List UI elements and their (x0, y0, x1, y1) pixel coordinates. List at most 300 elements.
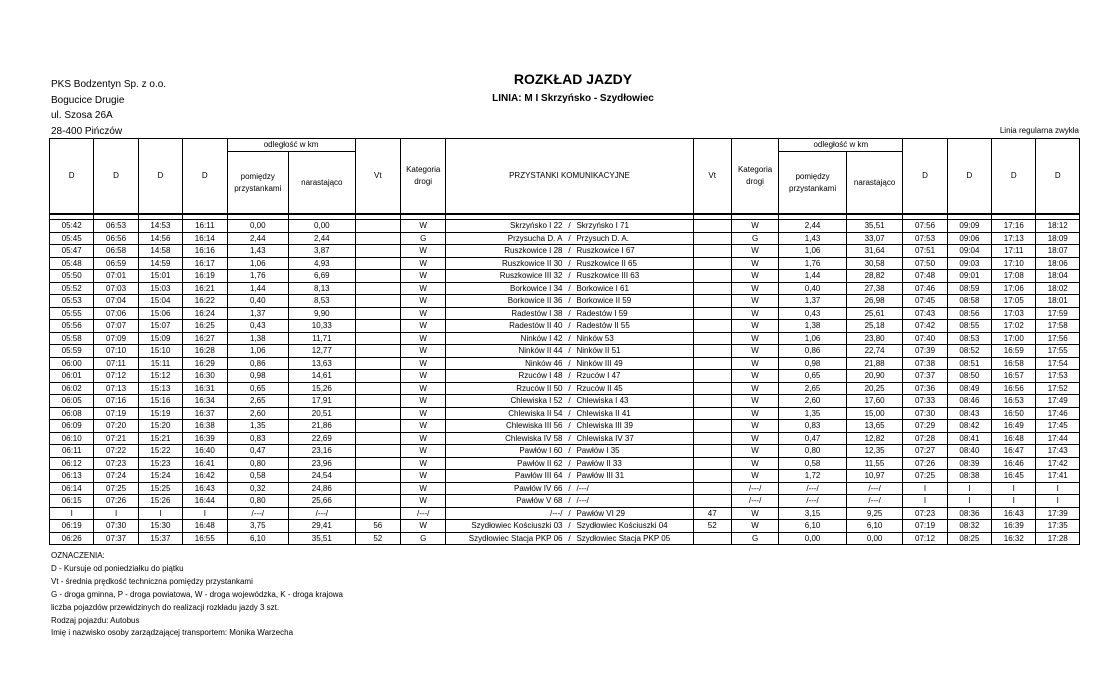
road-category: W (401, 432, 446, 445)
stop-return: Chlewiska I 43 (576, 396, 629, 405)
header-between: pomiędzy przystankami (227, 152, 289, 215)
stop-return: Ninków 53 (576, 333, 614, 343)
vt-value: 56 (355, 520, 400, 533)
stop-pair (446, 345, 693, 358)
dep-time-4: 16:55 (183, 532, 227, 545)
return-time-3: 17:16 (992, 220, 1036, 233)
road-category: /---/ (731, 495, 778, 508)
distance-cumulative: 23,96 (289, 457, 356, 470)
dep-time-3: 15:09 (138, 332, 182, 345)
vt-value (355, 432, 400, 445)
dep-time-3: 14:58 (138, 245, 182, 258)
header-between: pomiędzy przystankami (779, 152, 847, 215)
stop-outbound: /---/ (550, 508, 563, 518)
stop-pair (446, 332, 693, 345)
header-cumulative: narastająco (846, 152, 902, 215)
table-row (50, 432, 1080, 445)
dep-time-4: 16:24 (183, 307, 227, 320)
stop-separator: / (568, 321, 571, 330)
distance-cumulative: 28,82 (846, 270, 902, 283)
dep-time-1: 06:11 (50, 445, 94, 458)
distance-between: 0,86 (779, 345, 847, 358)
stop-separator: / (568, 521, 571, 530)
dep-time-4: 16:41 (183, 457, 227, 470)
dep-time-3: 15:23 (138, 457, 182, 470)
vt-value (693, 257, 731, 270)
distance-cumulative: 20,90 (846, 370, 902, 383)
stop-separator: / (568, 233, 571, 243)
dep-time-3: 15:13 (138, 382, 182, 395)
vt-value (693, 232, 731, 245)
distance-between: 2,44 (779, 220, 847, 233)
stop-return: Ninków III 49 (576, 358, 623, 368)
stop-return: Ruszkowice I 67 (576, 246, 635, 255)
road-category: W (401, 457, 446, 470)
distance-cumulative: 25,18 (846, 320, 902, 333)
distance-cumulative: 9,90 (289, 307, 356, 320)
distance-cumulative: 35,51 (846, 220, 902, 233)
dep-time-1: 05:48 (50, 257, 94, 270)
stop-pair (446, 470, 693, 483)
dep-time-1: I (50, 507, 94, 520)
vt-value (693, 295, 731, 308)
dep-time-3: 15:24 (138, 470, 182, 483)
stop-return: Ruszkowice II 65 (576, 258, 637, 268)
vt-value (693, 220, 731, 233)
return-time-2: I (947, 482, 991, 495)
return-time-3: 16:43 (992, 507, 1036, 520)
stop-separator: / (568, 258, 571, 268)
vt-value (355, 420, 400, 433)
dep-time-3: 15:25 (138, 482, 182, 495)
vt-value (355, 482, 400, 495)
dep-time-4: 16:43 (183, 482, 227, 495)
return-time-3: 16:32 (992, 532, 1036, 545)
stop-return: Pawłów III 31 (576, 471, 625, 480)
return-time-4: 17:53 (1036, 370, 1080, 383)
stop-separator: / (568, 296, 571, 305)
dep-time-1: 06:08 (50, 407, 94, 420)
distance-between: 0,80 (779, 445, 847, 458)
vt-value (355, 457, 400, 470)
header-d: D (947, 139, 991, 215)
return-time-4: 18:07 (1036, 245, 1080, 258)
return-time-2: 08:25 (947, 532, 991, 545)
vt-value (355, 307, 400, 320)
road-category: W (401, 307, 446, 320)
road-category: W (731, 432, 778, 445)
dep-time-4: 16:14 (183, 232, 227, 245)
road-category: W (401, 357, 446, 370)
stop-pair (446, 320, 693, 333)
road-category: W (401, 295, 446, 308)
distance-between: 1,43 (227, 245, 289, 258)
dep-time-3: 15:37 (138, 532, 182, 545)
road-category: W (401, 382, 446, 395)
stop-outbound: Szydłowiec Kościuszki 03 (471, 521, 563, 530)
distance-cumulative: 8,13 (289, 282, 356, 295)
return-time-4: 17:44 (1036, 432, 1080, 445)
return-time-2: 08:59 (947, 282, 991, 295)
dep-time-2: I (94, 507, 138, 520)
distance-cumulative: 9,25 (846, 507, 902, 520)
header-category: Kategoria drogi (401, 139, 446, 215)
table-row (50, 245, 1080, 258)
distance-between: 6,10 (227, 532, 289, 545)
dep-time-2: 07:37 (94, 532, 138, 545)
stop-pair (446, 307, 693, 320)
stop-return: Szydłowiec Stacja PKP 05 (576, 533, 671, 543)
stop-separator: / (568, 483, 571, 493)
road-category: W (731, 270, 778, 283)
distance-between: 0,98 (779, 357, 847, 370)
dep-time-2: 06:58 (94, 245, 138, 258)
distance-between: 1,43 (779, 232, 847, 245)
page-title: ROZKŁAD JAZDY (513, 71, 633, 87)
company-name: PKS Bodzentyn Sp. z o.o. (51, 79, 167, 90)
distance-between: 0,43 (779, 307, 847, 320)
distance-between: /---/ (779, 495, 847, 508)
return-time-4: I (1036, 482, 1080, 495)
stop-separator: / (568, 246, 571, 255)
dep-time-1: 06:15 (50, 495, 94, 508)
vt-value (693, 432, 731, 445)
dep-time-4: 16:31 (183, 382, 227, 395)
dep-time-2: 07:06 (94, 307, 138, 320)
stop-return: Skrzyńsko I 71 (576, 221, 629, 230)
dep-time-3: 15:10 (138, 345, 182, 358)
distance-between: 0,83 (227, 432, 289, 445)
return-time-3: 17:08 (992, 270, 1036, 283)
stop-separator: / (568, 308, 571, 318)
road-category: G (401, 232, 446, 245)
return-time-4: 17:55 (1036, 345, 1080, 358)
return-time-4: 17:52 (1036, 382, 1080, 395)
distance-between: 0,65 (227, 382, 289, 395)
road-category: W (401, 332, 446, 345)
road-category: W (401, 482, 446, 495)
distance-between: 0,43 (227, 320, 289, 333)
dep-time-4: I (183, 507, 227, 520)
distance-cumulative: 25,66 (289, 495, 356, 508)
distance-cumulative: 22,74 (846, 345, 902, 358)
stop-outbound: Pawłów IV 66 (514, 483, 563, 493)
stop-pair (446, 395, 693, 408)
stop-outbound: Szydłowiec Stacja PKP 06 (468, 533, 563, 543)
company-address (51, 77, 166, 139)
dep-time-2: 07:12 (94, 370, 138, 383)
distance-cumulative: 27,38 (846, 282, 902, 295)
stop-pair (446, 457, 693, 470)
dep-time-1: 05:47 (50, 245, 94, 258)
return-time-3: 16:48 (992, 432, 1036, 445)
distance-between: 1,06 (779, 245, 847, 258)
return-time-2: 08:41 (947, 432, 991, 445)
distance-between: 0,80 (227, 457, 289, 470)
distance-between: 0,80 (227, 495, 289, 508)
dep-time-2: 07:24 (94, 470, 138, 483)
distance-cumulative: 31,64 (846, 245, 902, 258)
distance-cumulative: 24,86 (289, 482, 356, 495)
distance-cumulative: 13,65 (846, 420, 902, 433)
stop-outbound: Rzuców II 50 (516, 383, 563, 393)
distance-between: 3,15 (779, 507, 847, 520)
stop-pair (446, 245, 693, 258)
distance-between: 1,76 (227, 270, 289, 283)
return-time-3: 16:53 (992, 395, 1036, 408)
distance-between: 1,35 (779, 407, 847, 420)
line-subtitle: LINIA: M I Skrzyńsko - Szydłowiec (492, 93, 654, 104)
return-time-3: 16:50 (992, 407, 1036, 420)
distance-cumulative: 10,97 (846, 470, 902, 483)
distance-cumulative: 35,51 (289, 532, 356, 545)
stop-outbound: Ruszkowice I 28 (504, 246, 563, 255)
return-time-2: 08:55 (947, 320, 991, 333)
timetable-body (50, 214, 1080, 545)
return-time-3: I (992, 495, 1036, 508)
return-time-1: 07:43 (903, 307, 947, 320)
distance-cumulative: 30,58 (846, 257, 902, 270)
stop-outbound: Ruszkowice II 30 (502, 258, 563, 268)
road-category: W (731, 382, 778, 395)
dep-time-2: 07:26 (94, 495, 138, 508)
road-category: W (401, 407, 446, 420)
dep-time-3: 15:03 (138, 282, 182, 295)
road-category: /---/ (731, 482, 778, 495)
return-time-4: 17:54 (1036, 357, 1080, 370)
return-time-1: 07:56 (903, 220, 947, 233)
distance-between: 1,76 (779, 257, 847, 270)
stop-outbound: Chlewiska II 54 (508, 408, 563, 418)
dep-time-1: 06:01 (50, 370, 94, 383)
return-time-1: 07:33 (903, 395, 947, 408)
vt-value (355, 445, 400, 458)
vt-value (355, 220, 400, 233)
return-time-2: 08:32 (947, 520, 991, 533)
return-time-3: 16:56 (992, 382, 1036, 395)
table-row (50, 482, 1080, 495)
dep-time-2: 07:25 (94, 482, 138, 495)
return-time-4: I (1036, 495, 1080, 508)
vt-value (693, 420, 731, 433)
table-row (50, 282, 1080, 295)
road-category: W (731, 457, 778, 470)
table-row (50, 520, 1080, 533)
dep-time-2: 07:09 (94, 332, 138, 345)
dep-time-2: 07:01 (94, 270, 138, 283)
dep-time-3: 15:06 (138, 307, 182, 320)
return-time-1: 07:26 (903, 457, 947, 470)
table-row (50, 445, 1080, 458)
vt-value (693, 495, 731, 508)
road-category: W (401, 320, 446, 333)
return-time-2: 09:09 (947, 220, 991, 233)
dep-time-3: 15:19 (138, 407, 182, 420)
return-time-4: 17:56 (1036, 332, 1080, 345)
vt-value (693, 457, 731, 470)
return-time-1: I (903, 495, 947, 508)
road-category: W (401, 257, 446, 270)
distance-between: 1,06 (227, 345, 289, 358)
return-time-2: 08:49 (947, 382, 991, 395)
stop-outbound: Pawłów I 60 (519, 446, 563, 455)
distance-between: 1,06 (779, 332, 847, 345)
return-time-2: 09:06 (947, 232, 991, 245)
stop-outbound: Ruszkowice III 32 (499, 271, 563, 280)
vt-value: 47 (693, 507, 731, 520)
vt-value (355, 320, 400, 333)
return-time-1: 07:29 (903, 420, 947, 433)
road-category: W (731, 220, 778, 233)
return-time-4: 17:45 (1036, 420, 1080, 433)
return-time-4: 17:59 (1036, 307, 1080, 320)
legend-line: G - droga gminna, P - droga powiatowa, W - droga wojewódzka, K - droga krajowa (51, 589, 343, 599)
stop-separator: / (568, 396, 571, 405)
vt-value (355, 232, 400, 245)
distance-cumulative: 2,44 (289, 232, 356, 245)
road-category: W (401, 470, 446, 483)
stop-pair (446, 295, 693, 308)
road-category: W (401, 245, 446, 258)
legend-line: Rodzaj pojazdu: Autobus (51, 615, 140, 625)
table-row (50, 395, 1080, 408)
stop-return: Pawłów II 33 (576, 458, 622, 468)
timetable (49, 138, 1080, 545)
dep-time-2: 07:07 (94, 320, 138, 333)
stop-return: Pawłów VI 29 (576, 508, 625, 518)
dep-time-2: 07:04 (94, 295, 138, 308)
vt-value: 52 (693, 520, 731, 533)
dep-time-2: 07:19 (94, 407, 138, 420)
vt-value (693, 307, 731, 320)
distance-cumulative: 11,55 (846, 457, 902, 470)
return-time-4: 17:43 (1036, 445, 1080, 458)
return-time-1: 07:42 (903, 320, 947, 333)
stop-pair (446, 282, 693, 295)
stop-pair (446, 220, 693, 233)
stop-separator: / (568, 533, 571, 543)
stop-pair (446, 257, 693, 270)
header-d: D (138, 139, 182, 215)
stop-outbound: Borkowice II 36 (507, 296, 563, 305)
dep-time-4: 16:37 (183, 407, 227, 420)
return-time-4: 17:46 (1036, 407, 1080, 420)
legend-line: Imię i nazwisko osoby zarządzającej transportem: Monika Warzecha (51, 628, 294, 638)
return-time-2: 08:39 (947, 457, 991, 470)
distance-cumulative: 24,54 (289, 470, 356, 483)
dep-time-1: 06:05 (50, 395, 94, 408)
road-category: W (731, 470, 778, 483)
distance-between: 2,65 (227, 395, 289, 408)
dep-time-1: 05:52 (50, 282, 94, 295)
distance-between: 6,10 (779, 520, 847, 533)
return-time-4: 17:49 (1036, 395, 1080, 408)
stop-separator: / (568, 458, 571, 468)
return-time-3: 16:59 (992, 345, 1036, 358)
road-category: W (731, 357, 778, 370)
dep-time-3: 15:07 (138, 320, 182, 333)
distance-between: 3,75 (227, 520, 289, 533)
dep-time-1: 05:59 (50, 345, 94, 358)
header-vt: Vt (355, 139, 400, 215)
dep-time-4: 16:48 (183, 520, 227, 533)
road-category: W (731, 295, 778, 308)
return-time-1: 07:25 (903, 470, 947, 483)
stop-pair (446, 232, 693, 245)
return-time-2: 08:40 (947, 445, 991, 458)
stop-separator: / (568, 408, 571, 418)
return-time-1: 07:12 (903, 532, 947, 545)
return-time-3: 16:39 (992, 520, 1036, 533)
return-time-1: 07:50 (903, 257, 947, 270)
stop-return: Ninków II 51 (576, 346, 621, 355)
stop-pair (446, 382, 693, 395)
vt-value (355, 332, 400, 345)
road-category: W (731, 420, 778, 433)
table-row (50, 507, 1080, 520)
road-category: W (401, 445, 446, 458)
legend (51, 550, 343, 640)
vt-value (355, 257, 400, 270)
road-category: G (401, 532, 446, 545)
distance-between: 0,47 (227, 445, 289, 458)
return-time-3: 17:11 (992, 245, 1036, 258)
distance-cumulative: 22,69 (289, 432, 356, 445)
distance-cumulative: 10,33 (289, 320, 356, 333)
table-row (50, 495, 1080, 508)
road-category: W (401, 282, 446, 295)
dep-time-4: 16:30 (183, 370, 227, 383)
table-row (50, 295, 1080, 308)
vt-value (693, 382, 731, 395)
road-category: W (731, 407, 778, 420)
vt-value (693, 282, 731, 295)
return-time-1: 07:23 (903, 507, 947, 520)
return-time-3: 16:57 (992, 370, 1036, 383)
stop-separator: / (568, 271, 571, 280)
road-category: W (401, 220, 446, 233)
stop-outbound: Przysucha D. A (507, 233, 563, 243)
distance-cumulative: 13,63 (289, 357, 356, 370)
dep-time-4: 16:29 (183, 357, 227, 370)
dep-time-3: 15:26 (138, 495, 182, 508)
return-time-2: 08:43 (947, 407, 991, 420)
vt-value (355, 370, 400, 383)
distance-cumulative: 15,00 (846, 407, 902, 420)
dep-time-4: 16:44 (183, 495, 227, 508)
return-time-1: 07:51 (903, 245, 947, 258)
table-row (50, 407, 1080, 420)
return-time-3: I (992, 482, 1036, 495)
road-category: W (731, 307, 778, 320)
stop-separator: / (568, 383, 571, 393)
return-time-2: 08:50 (947, 370, 991, 383)
distance-cumulative: 25,61 (846, 307, 902, 320)
vt-value (355, 507, 400, 520)
legend-heading: OZNACZENIA: (51, 551, 105, 560)
vt-value (693, 445, 731, 458)
vt-value (693, 482, 731, 495)
distance-between: 0,83 (779, 420, 847, 433)
dep-time-2: 07:21 (94, 432, 138, 445)
dep-time-3: 15:12 (138, 370, 182, 383)
stop-pair (446, 357, 693, 370)
return-time-1: 07:37 (903, 370, 947, 383)
stop-return: /---/ (576, 496, 589, 505)
return-time-1: 07:39 (903, 345, 947, 358)
stop-separator: / (568, 371, 571, 380)
distance-between: 2,65 (779, 382, 847, 395)
